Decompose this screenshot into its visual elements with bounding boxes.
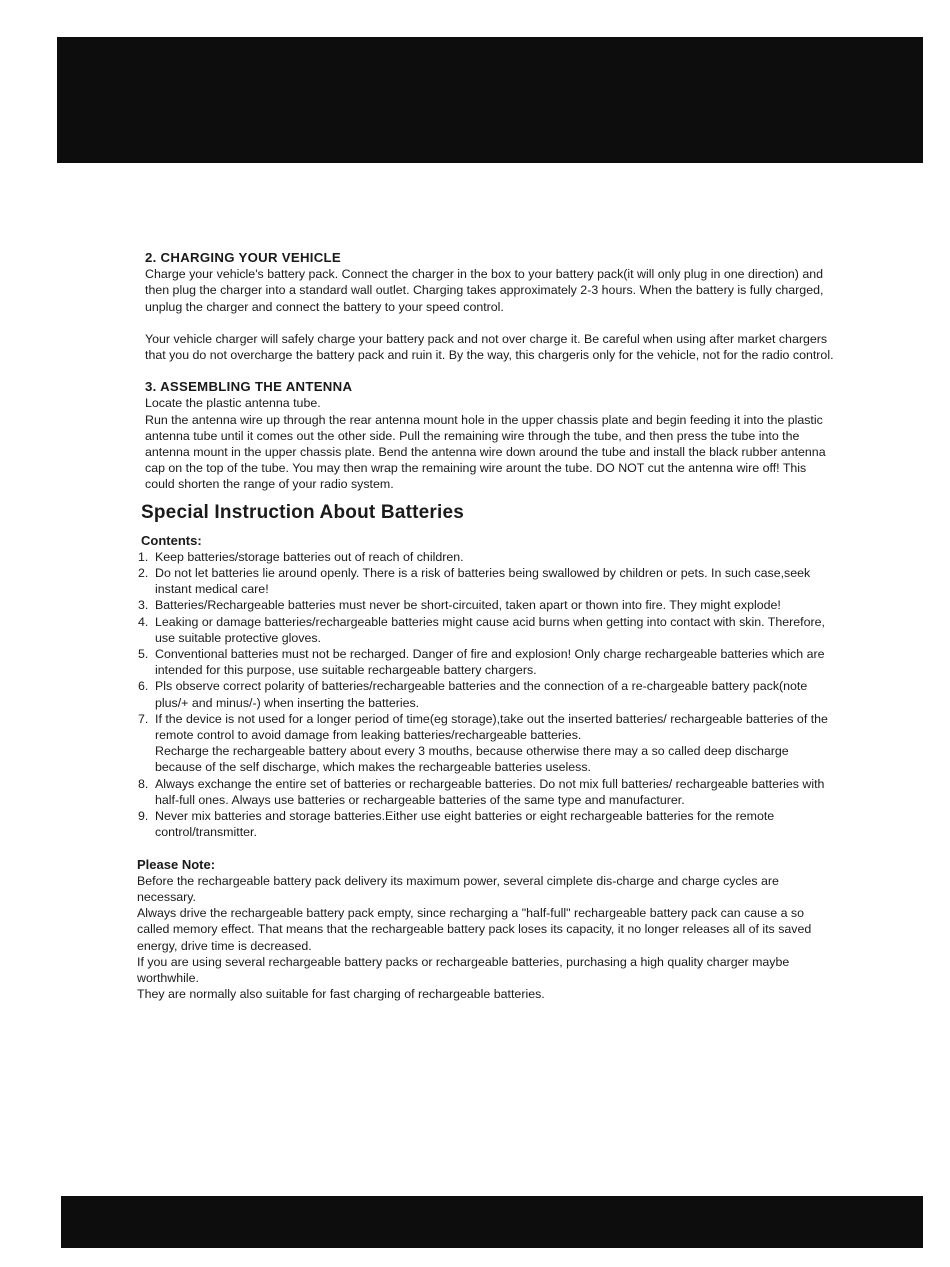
item-text: Never mix batteries and storage batteries.Either use eight batteries or eight rechargeable batteries for the remote control/transmitter. <box>155 809 775 840</box>
item-number: 1. <box>138 549 149 564</box>
item-text: If the device is not used for a longer period of time(eg storage),take out the inserted batteries/ rechargeable batteries of the remote control to avoid damage from leaking batteries/rechargeable batteries. <box>155 711 828 743</box>
section-3-line-1: Locate the plastic antenna tube. <box>145 396 321 411</box>
item-number: 8. <box>138 776 149 791</box>
item-number: 7. <box>138 711 149 726</box>
item-text: Always exchange the entire set of batteries or rechargeable batteries. Do not mix full batteries/ rechargeable batteries with half-full ones. Always use batteries or rechargeable batteries of the same type and manufacturer. <box>155 776 825 807</box>
note-paragraph-4: They are normally also suitable for fast charging of rechargeable batteries. <box>137 987 545 1002</box>
item-extra-text: Recharge the rechargeable battery about every 3 mouths, because otherwise there may a so called deep discharge because of the self discharge, which makes the rechargeable batteries useless. <box>155 744 789 775</box>
item-number: 4. <box>138 614 149 629</box>
list-item <box>138 678 835 710</box>
section-2-heading: 2. CHARGING YOUR VEHICLE <box>145 250 342 265</box>
item-text: Leaking or damage batteries/rechargeable batteries might cause acid burns when getting into contact with skin. Therefore, use suitable protective gloves. <box>155 614 825 645</box>
note-paragraph-3: If you are using several rechargeable battery packs or rechargeable batteries, purchasing a high quality charger maybe worthwhile. <box>137 954 790 985</box>
note-paragraph-1: Before the rechargeable battery pack delivery its maximum power, several cimplete dis-charge and charge cycles are necessary. <box>137 873 779 904</box>
note-paragraph-2: Always drive the rechargeable battery pack empty, since recharging a "half-full" rechargeable battery pack can cause a so called memory effect. That means that the rechargeable battery pack loses its capacity, it no longer releases all of its saved energy, drive time is decreased. <box>137 906 812 953</box>
please-note-section <box>137 857 835 1003</box>
list-item <box>138 549 835 565</box>
please-note-heading: Please Note: <box>137 856 216 872</box>
list-item <box>138 597 835 613</box>
item-number: 2. <box>138 566 149 581</box>
contents-heading: Contents: <box>141 532 202 548</box>
item-number: 6. <box>138 679 149 694</box>
list-item <box>138 646 835 678</box>
list-item <box>138 808 835 840</box>
batteries-title: Special Instruction About Batteries <box>141 501 465 523</box>
item-number: 3. <box>138 598 149 613</box>
item-text: Keep batteries/storage batteries out of reach of children. <box>155 549 464 564</box>
section-2-paragraph-1: Charge your vehicle's battery pack. Connect the charger in the box to your battery pack(it will only plug in one direction) and then plug the charger into a standard wall outlet. Charging takes approximately 2-3 hours. When the battery is fully charged, unplug the charger and connect the battery to your speed control. <box>145 267 824 314</box>
list-item <box>138 565 835 597</box>
section-3-heading: 3. ASSEMBLING THE ANTENNA <box>145 379 353 395</box>
header-band <box>57 37 923 163</box>
item-number: 9. <box>138 809 149 824</box>
section-2-paragraph-2: Your vehicle charger will safely charge your battery pack and not over charge it. Be careful when using after market chargers that you do not overcharge the battery pack and ruin it. By the way, this chargeris only for the vehicle, not for the radio control. <box>145 331 834 363</box>
item-text: Pls observe correct polarity of batteries/rechargeable batteries and the connection of a re-chargeable battery pack(note plus/+ and minus/-) when inserting the batteries. <box>155 679 808 710</box>
list-item <box>138 614 835 646</box>
section-3-paragraph: Run the antenna wire up through the rear antenna mount hole in the upper chassis plate and begin feeding it into the plastic antenna tube until it comes out the other side. Pull the remaining wire through the tube, and then press the tube into the antenna mount in the upper chassis plate. Bend the antenna wire down around the tube and install the black rubber antenna cap on the top of the tube. You may then wrap the remaining wire arount the tube. DO NOT cut the antenna wire off! This could shorten the range of your radio system. <box>145 412 826 492</box>
battery-rules-list <box>138 549 835 841</box>
list-item <box>138 711 835 776</box>
document-body <box>137 250 835 1002</box>
item-number: 5. <box>138 647 149 662</box>
list-item <box>138 776 835 808</box>
item-text: Batteries/Rechargeable batteries must never be short-circuited, taken apart or thown into fire. They might explode! <box>155 598 781 613</box>
footer-band <box>61 1196 923 1248</box>
item-text: Conventional batteries must not be recharged. Danger of fire and explosion! Only charge rechargeable batteries which are intended for this purpose, use suitable rechargeable battery chargers. <box>155 647 825 678</box>
item-text: Do not let batteries lie around openly. There is a risk of batteries being swallowed by children or pets. In such case,seek instant medical care! <box>155 566 811 597</box>
